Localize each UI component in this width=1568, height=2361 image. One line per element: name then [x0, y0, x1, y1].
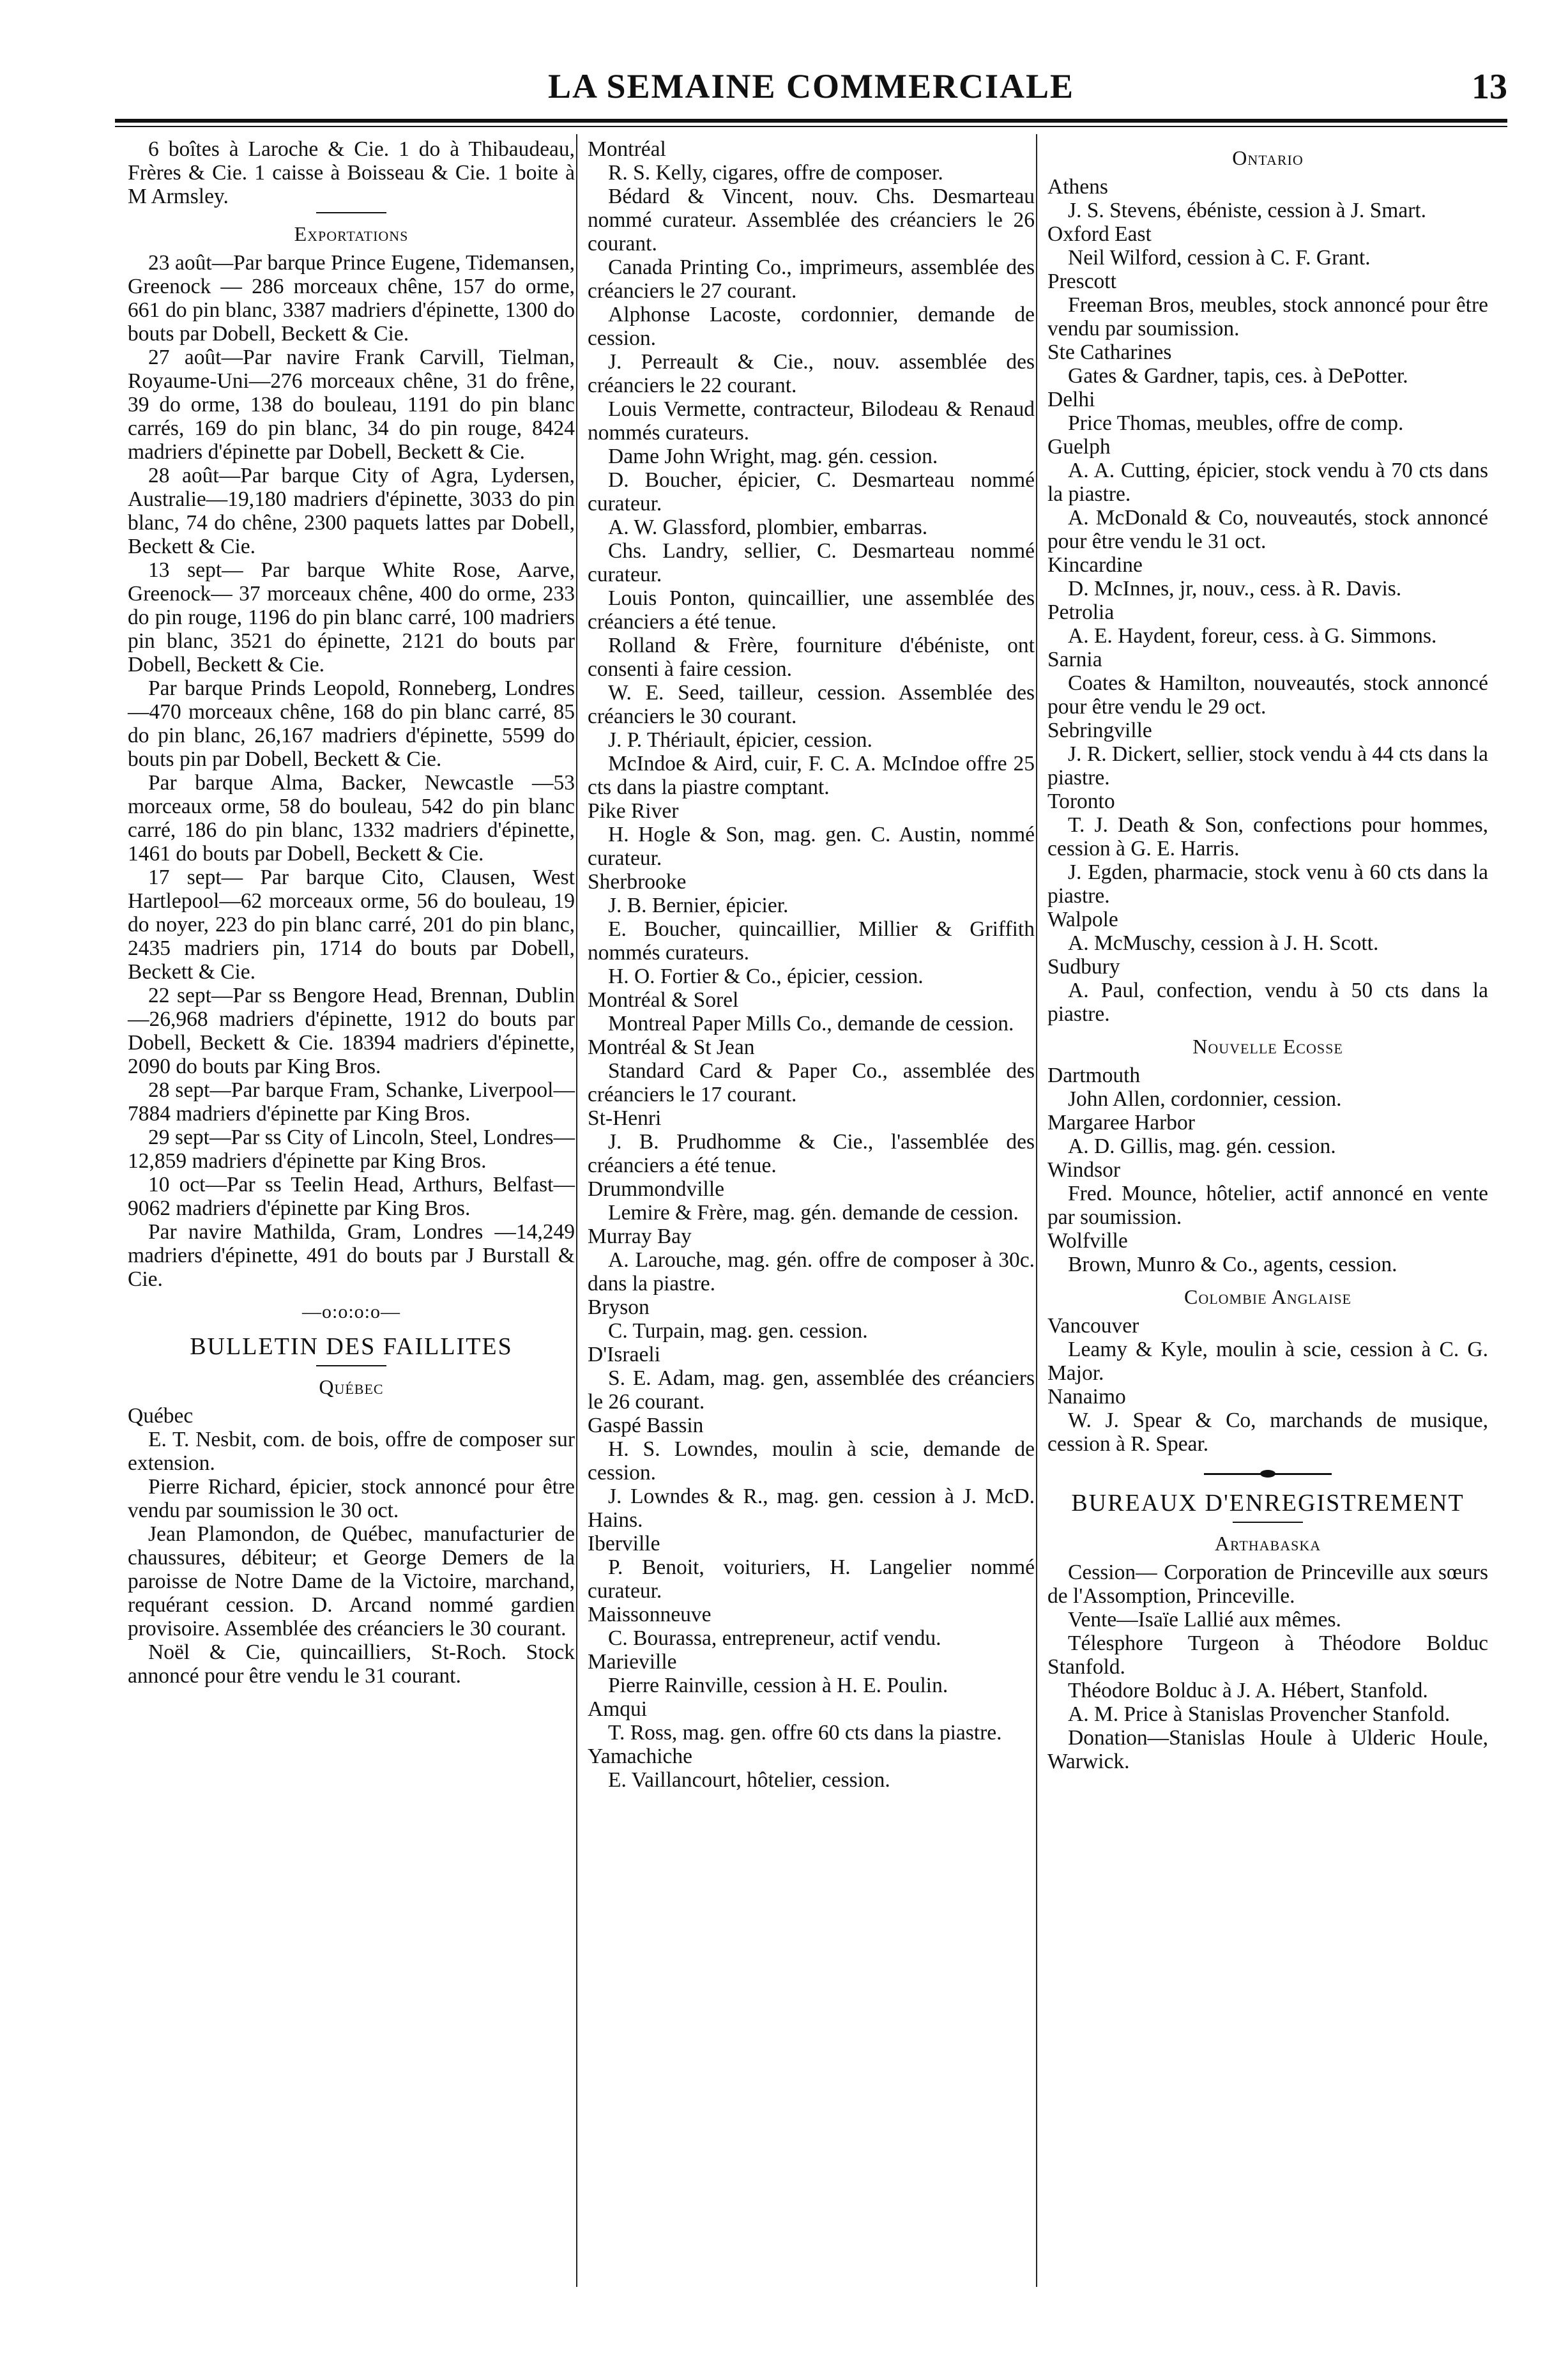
place-name: Kincardine — [1047, 553, 1143, 577]
header-rule-thin — [115, 126, 1507, 127]
failure-entry: Coates & Hamilton, nouveautés, stock annoncé pour être vendu le 29 oct. — [1047, 671, 1488, 719]
place-name: Prescott — [1047, 270, 1116, 293]
section-rule — [316, 1365, 386, 1366]
failure-entry: A. Larouche, mag. gén. offre de composer à 30c. dans la piastre. — [588, 1248, 1035, 1295]
place-name: Amqui — [588, 1697, 648, 1721]
place-name: Oxford East — [1047, 222, 1152, 246]
paragraph-entry: 28 août—Par barque City of Agra, Lydersen, Australie—19,180 madriers d'épinette, 3033 do pin blanc, 74 do chêne, 2300 paquets lattes par Dobell, Beckett & Cie. — [128, 464, 575, 558]
failure-entry: Gates & Gardner, tapis, ces. à DePotter. — [1068, 364, 1408, 388]
failure-entry: J. Perreault & Cie., nouv. assemblée des créanciers le 22 courant. — [588, 350, 1035, 397]
failure-entry: McIndoe & Aird, cuir, F. C. A. McIndoe offre 25 cts dans la piastre comptant. — [588, 752, 1035, 799]
failure-entry: T. J. Death & Son, confections pour hommes, cession à G. E. Harris. — [1047, 813, 1488, 860]
place-name: Walpole — [1047, 908, 1118, 931]
failure-entry: W. J. Spear & Co, marchands de musique, cession à R. Spear. — [1047, 1409, 1488, 1456]
failure-entry: D. Boucher, épicier, C. Desmarteau nommé curateur. — [588, 468, 1035, 516]
quebec-entries — [128, 1428, 575, 1688]
failure-entry: A. McDonald & Co, nouveautés, stock annoncé pour être vendu le 31 oct. — [1047, 506, 1488, 553]
place-name: Québec — [128, 1404, 194, 1428]
place-name: Wolfville — [1047, 1229, 1128, 1253]
paragraph-entry: Théodore Bolduc à J. A. Hébert, Stanfold. — [1068, 1679, 1428, 1702]
failure-entry: Canada Printing Co., imprimeurs, assemblée des créanciers le 27 courant. — [588, 256, 1035, 303]
column-3 — [1047, 137, 1488, 1773]
arthabaska-heading: Arthabaska — [1214, 1532, 1321, 1555]
paragraph-entry: 13 sept— Par barque White Rose, Aarve, Greenock— 37 morceaux chêne, 400 do orme, 233 do pin rouge, 1196 do pin blanc carré, 100 madriers pin blanc, 3521 do épinette, 2121 do bouts par Dobell, Beckett & Cie. — [128, 558, 575, 676]
section-rule — [1233, 1522, 1303, 1523]
place-name: Sherbrooke — [588, 870, 687, 894]
failure-entry: Louis Ponton, quincaillier, une assemblée des créanciers a été tenue. — [588, 586, 1035, 634]
quebec-heading: Québec — [319, 1375, 384, 1398]
place-name: Delhi — [1047, 388, 1095, 411]
place-name: Vancouver — [1047, 1314, 1139, 1338]
failure-entry: H. Hogle & Son, mag. gen. C. Austin, nommé curateur. — [588, 823, 1035, 870]
paragraph-entry: E. T. Nesbit, com. de bois, offre de composer sur extension. — [128, 1428, 575, 1475]
paragraph-entry: 22 sept—Par ss Bengore Head, Brennan, Dublin—26,968 madriers d'épinette, 1912 do bouts par Dobell, Beckett & Cie. 18394 madriers d'épinette, 2090 do bouts par King Bros. — [128, 984, 575, 1078]
place-name: Maissonneuve — [588, 1603, 712, 1626]
page-number: 13 — [1472, 67, 1507, 107]
failure-entry: Bédard & Vincent, nouv. Chs. Desmarteau nommé curateur. Assemblée des créanciers le 26 courant. — [588, 185, 1035, 256]
failure-entry: E. Boucher, quincaillier, Millier & Griffith nommés curateurs. — [588, 917, 1035, 965]
place-name: Sudbury — [1047, 955, 1120, 979]
exports-heading: Exportations — [294, 222, 409, 245]
place-name: St-Henri — [588, 1106, 662, 1130]
nouvelle-ecosse-heading: Nouvelle Ecosse — [1192, 1035, 1343, 1058]
paragraph-entry: Par barque Alma, Backer, Newcastle —53 morceaux orme, 58 do bouleau, 542 do pin blanc carré, 186 do pin blanc, 1332 madriers d'épinette, 1461 do bouts par Dobell, Beckett & Cie. — [128, 771, 575, 866]
section-rule — [316, 212, 386, 213]
failure-entry: H. O. Fortier & Co., épicier, cession. — [608, 965, 924, 988]
failure-entry: C. Bourassa, entrepreneur, actif vendu. — [608, 1626, 941, 1650]
place-name: Nanaimo — [1047, 1385, 1126, 1409]
failure-entry: Brown, Munro & Co., agents, cession. — [1068, 1253, 1397, 1276]
bulletin-heading: BULLETIN DES FAILLITES — [190, 1333, 513, 1360]
paragraph-entry: 10 oct—Par ss Teelin Head, Arthurs, Belfast—9062 madriers d'épinette par King Bros. — [128, 1173, 575, 1220]
place-name: Yamachiche — [588, 1745, 693, 1768]
place-name: Petrolia — [1047, 600, 1115, 624]
colombie-list — [1047, 1314, 1488, 1456]
place-name: Ste Catharines — [1047, 340, 1172, 364]
failure-entry: Montreal Paper Mills Co., demande de cession. — [608, 1012, 1014, 1035]
failure-entry: Leamy & Kyle, moulin à scie, cession à C. G. Major. — [1047, 1338, 1488, 1385]
place-name: Athens — [1047, 175, 1108, 199]
failure-entry: T. Ross, mag. gen. offre 60 cts dans la piastre. — [608, 1721, 1002, 1745]
place-name: Guelph — [1047, 435, 1111, 459]
paragraph-entry: Noël & Cie, quincailliers, St-Roch. Stock annoncé pour être vendu le 31 courant. — [128, 1640, 575, 1688]
faillites-list — [588, 137, 1035, 1792]
place-name: D'Israeli — [588, 1343, 660, 1366]
failure-entry: W. E. Seed, tailleur, cession. Assemblée des créanciers le 30 courant. — [588, 681, 1035, 728]
paragraph-entry: 29 sept—Par ss City of Lincoln, Steel, Londres—12,859 madriers d'épinette par King Bros. — [128, 1126, 575, 1173]
failure-entry: Pierre Rainville, cession à H. E. Poulin. — [608, 1674, 948, 1697]
separator: —o:o:o:o— — [301, 1301, 400, 1322]
failure-entry: J. P. Thériault, épicier, cession. — [608, 728, 872, 752]
failure-entry: J. B. Prudhomme & Cie., l'assemblée des créanciers a été tenue. — [588, 1130, 1035, 1177]
failure-entry: P. Benoit, voituriers, H. Langelier nommé curateur. — [588, 1555, 1035, 1603]
column-1 — [128, 137, 575, 1688]
failure-entry: Lemire & Frère, mag. gén. demande de cession. — [608, 1201, 1019, 1225]
failure-entry: R. S. Kelly, cigares, offre de composer. — [608, 161, 943, 185]
failure-entry: Price Thomas, meubles, offre de comp. — [1068, 411, 1404, 435]
failure-entry: A. McMuschy, cession à J. H. Scott. — [1068, 931, 1379, 955]
ornament-rule — [1204, 1470, 1332, 1478]
paragraph-entry: A. M. Price à Stanislas Provencher Stanfold. — [1068, 1702, 1450, 1726]
column-divider — [1036, 134, 1037, 2287]
failure-entry: J. Lowndes & R., mag. gen. cession à J. McD. Hains. — [588, 1485, 1035, 1532]
failure-entry: Fred. Mounce, hôtelier, actif annoncé en vente par soumission. — [1047, 1182, 1488, 1229]
column-2 — [588, 137, 1035, 1792]
paragraph-entry: Vente—Isaïe Lallié aux mêmes. — [1068, 1608, 1341, 1631]
place-name: Sebringville — [1047, 719, 1152, 742]
ontario-heading: Ontario — [1232, 146, 1304, 169]
place-name: Gaspé Bassin — [588, 1414, 704, 1437]
failure-entry: J. B. Bernier, épicier. — [608, 894, 789, 917]
failure-entry: H. S. Lowndes, moulin à scie, demande de cession. — [588, 1437, 1035, 1485]
arthabaska-list — [1047, 1561, 1488, 1773]
paragraph-entry: 23 août—Par barque Prince Eugene, Tidemansen, Greenock — 286 morceaux chêne, 157 do orme, 661 do pin blanc, 3387 madriers d'épinette, 1300 do bouts par Dobell, Beckett & Cie. — [128, 251, 575, 346]
paragraph-entry: Jean Plamondon, de Québec, manufacturier de chaussures, débiteur; et George Demers de la paroisse de Notre Dame de la Victoire, marchand, requérant cession. D. Arcand nommé gardien provisoire. Assemblée des créanciers le 30 courant. — [128, 1522, 575, 1640]
place-name: Montréal & St Jean — [588, 1035, 755, 1059]
failure-entry: Louis Vermette, contracteur, Bilodeau & Renaud nommés curateurs. — [588, 397, 1035, 445]
failure-entry: A. Paul, confection, vendu à 50 cts dans la piastre. — [1047, 979, 1488, 1026]
place-name: Iberville — [588, 1532, 660, 1555]
bureaux-heading: BUREAUX D'ENREGISTREMENT — [1071, 1490, 1465, 1517]
place-name: Toronto — [1047, 790, 1115, 813]
paragraph-entry: 28 sept—Par barque Fram, Schanke, Liverpool—7884 madriers d'épinette par King Bros. — [128, 1078, 575, 1126]
nouvelle-ecosse-list — [1047, 1064, 1488, 1276]
paragraph-entry: Par navire Mathilda, Gram, Londres —14,249 madriers d'épinette, 491 do bouts par J Burstall & Cie. — [128, 1220, 575, 1291]
page-header — [115, 66, 1507, 111]
place-name: Murray Bay — [588, 1225, 692, 1248]
place-name: Margaree Harbor — [1047, 1111, 1195, 1135]
failure-entry: S. E. Adam, mag. gen, assemblée des créanciers le 26 courant. — [588, 1366, 1035, 1414]
failure-entry: Alphonse Lacoste, cordonnier, demande de cession. — [588, 303, 1035, 350]
failure-entry: A. D. Gillis, mag. gén. cession. — [1068, 1135, 1336, 1158]
paragraph-entry: Pierre Richard, épicier, stock annoncé pour être vendu par soumission le 30 oct. — [128, 1475, 575, 1522]
intro-paragraph: 6 boîtes à Laroche & Cie. 1 do à Thibaudeau, Frères & Cie. 1 caisse à Boisseau & Cie. 1 boite à M Armsley. — [128, 137, 575, 208]
column-divider — [576, 134, 577, 2287]
place-name: Sarnia — [1047, 648, 1102, 671]
failure-entry: Rolland & Frère, fourniture d'ébéniste, ont consenti à faire cession. — [588, 634, 1035, 681]
failure-entry: J. R. Dickert, sellier, stock vendu à 44 cts dans la piastre. — [1047, 742, 1488, 790]
page-title: LA SEMAINE COMMERCIALE — [547, 67, 1075, 105]
failure-entry: C. Turpain, mag. gen. cession. — [608, 1319, 868, 1343]
place-name: Drummondville — [588, 1177, 725, 1201]
place-name: Marieville — [588, 1650, 677, 1674]
paragraph-entry: 17 sept— Par barque Cito, Clausen, West Hartlepool—62 morceaux orme, 56 do bouleau, 19 do noyer, 223 do pin blanc carré, 201 do pin blanc, 2435 madriers pin, 1714 do bouts par Dobell, Beckett & Cie. — [128, 866, 575, 984]
header-rule — [115, 119, 1507, 123]
failure-entry: J. S. Stevens, ébéniste, cession à J. Smart. — [1068, 199, 1427, 222]
failure-entry: Standard Card & Paper Co., assemblée des créanciers le 17 courant. — [588, 1059, 1035, 1106]
place-name: Montréal & Sorel — [588, 988, 739, 1012]
place-name: Dartmouth — [1047, 1064, 1141, 1087]
failure-entry: E. Vaillancourt, hôtelier, cession. — [608, 1768, 890, 1792]
place-name: Bryson — [588, 1295, 650, 1319]
failure-entry: D. McInnes, jr, nouv., cess. à R. Davis. — [1068, 577, 1402, 600]
exports-list — [128, 251, 575, 1291]
paragraph-entry: Par barque Prinds Leopold, Ronneberg, Londres—470 morceaux chêne, 168 do pin blanc carré, 85 do pin blanc, 26,167 madriers d'épinette, 5599 do bouts pin par Dobell, Beckett & Cie. — [128, 676, 575, 771]
ontario-list — [1047, 175, 1488, 1026]
paragraph-entry: 27 août—Par navire Frank Carvill, Tielman, Royaume-Uni—276 morceaux chêne, 31 do frêne, 39 do orme, 138 do bouleau, 1191 do pin blanc carrés, 169 do pin blanc, 34 do pin rouge, 8424 madriers d'épinette par Dobell, Beckett & Cie. — [128, 346, 575, 464]
failure-entry: A. E. Haydent, foreur, cess. à G. Simmons. — [1068, 624, 1437, 648]
colombie-heading: Colombie Anglaise — [1184, 1285, 1351, 1308]
failure-entry: Freeman Bros, meubles, stock annoncé pour être vendu par soumission. — [1047, 293, 1488, 340]
failure-entry: Dame John Wright, mag. gén. cession. — [608, 445, 938, 468]
place-name: Pike River — [588, 799, 679, 823]
failure-entry: Neil Wilford, cession à C. F. Grant. — [1068, 246, 1371, 270]
failure-entry: Chs. Landry, sellier, C. Desmarteau nommé curateur. — [588, 539, 1035, 586]
paragraph-entry: Donation—Stanislas Houle à Ulderic Houle, Warwick. — [1047, 1726, 1488, 1773]
place-name: Windsor — [1047, 1158, 1121, 1182]
paragraph-entry: Cession— Corporation de Princeville aux sœurs de l'Assomption, Princeville. — [1047, 1561, 1488, 1608]
failure-entry: J. Egden, pharmacie, stock venu à 60 cts dans la piastre. — [1047, 860, 1488, 908]
failure-entry: John Allen, cordonnier, cession. — [1068, 1087, 1342, 1111]
paragraph-entry: Télesphore Turgeon à Théodore Bolduc Stanfold. — [1047, 1631, 1488, 1679]
place-name: Montréal — [588, 137, 666, 161]
failure-entry: A. W. Glassford, plombier, embarras. — [608, 516, 928, 539]
failure-entry: A. A. Cutting, épicier, stock vendu à 70 cts dans la piastre. — [1047, 459, 1488, 506]
